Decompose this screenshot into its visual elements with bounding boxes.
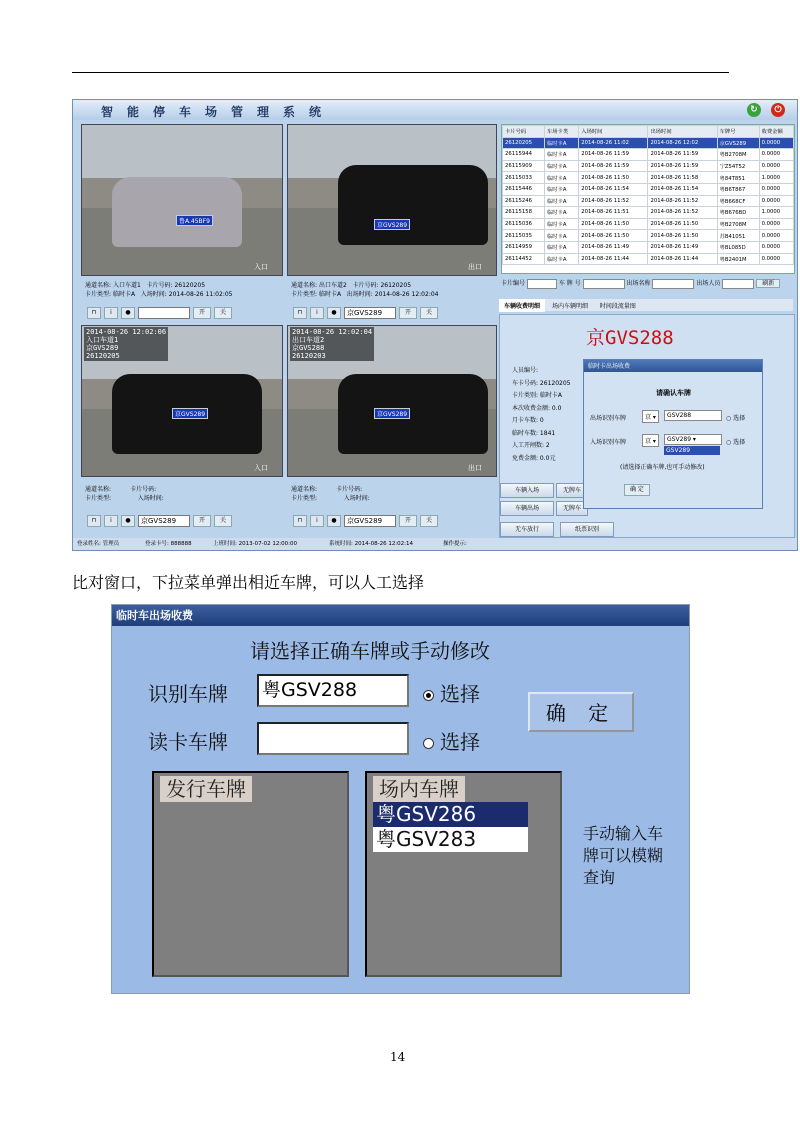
camera-overlay-text: 2014-08-26 12:02:04 出口车道2 京GVS288 26120203	[292, 328, 373, 360]
table-row[interactable]	[503, 149, 794, 161]
table-cell: 临时卡A	[544, 137, 578, 149]
lane-controls-2	[293, 307, 438, 318]
table-cell: 粤B2708M	[717, 218, 759, 230]
vehicle-entry-button[interactable]: 车辆入场	[500, 483, 554, 498]
table-cell: 26115944	[503, 149, 545, 161]
status-shift-time: 上班时间: 2013-07-02 12:00:00	[213, 541, 298, 547]
dialog-title: 临时卡出场收费	[584, 360, 762, 372]
lane-controls-4	[293, 515, 438, 526]
table-cell: 2014-08-26 11:02	[579, 137, 648, 149]
page-number: 14	[390, 1050, 406, 1064]
radio-unselected-icon	[423, 738, 434, 749]
dropdown-option[interactable]: GSV289	[664, 446, 720, 455]
confirm-plate-dialog	[583, 359, 763, 509]
table-cell: 2014-08-26 11:59	[579, 160, 648, 172]
table-header-row: 卡片号码 车场卡类 入场时间 出场时间 车牌号 收费金额	[503, 126, 794, 138]
no-plate-exit-button[interactable]: 无牌车	[556, 501, 588, 516]
table-cell: 2014-08-26 11:50	[648, 218, 717, 230]
exit-plate-input[interactable]: GSV288	[664, 410, 722, 421]
table-cell: 0.0000	[759, 137, 793, 149]
dialog2-title: 临时车出场收费	[112, 605, 689, 626]
table-cell: 2014-08-26 11:59	[579, 149, 648, 161]
table-cell: 1.0000	[759, 207, 793, 219]
table-cell: 2014-08-26 11:54	[579, 183, 648, 195]
table-cell: 临时卡A	[544, 253, 578, 265]
no-plate-entry-button[interactable]: 无牌车	[556, 483, 588, 498]
plate-overlay: 京GVS289	[172, 408, 208, 419]
table-cell: 0.0000	[759, 241, 793, 253]
table-row[interactable]	[503, 183, 794, 195]
table-row[interactable]	[503, 218, 794, 230]
dialog2-heading: 请选择正确车牌或手动修改	[250, 639, 490, 663]
lane-controls-1	[87, 307, 232, 318]
table-row[interactable]	[503, 253, 794, 265]
tab-traffic-chart[interactable]: 时间段流量图	[599, 303, 636, 310]
refresh-button[interactable]: 刷新	[756, 279, 780, 288]
barrier-icon[interactable]: ⊓	[87, 515, 101, 527]
status-bar	[73, 538, 797, 550]
table-row[interactable]	[503, 230, 794, 242]
camera-exit-2	[287, 124, 497, 276]
camera-icon[interactable]: ●	[327, 307, 341, 319]
header-rule	[72, 72, 729, 73]
camera-icon[interactable]: ●	[327, 515, 341, 527]
close-gate-button[interactable]: 关	[214, 515, 232, 527]
table-cell: 临时卡A	[544, 207, 578, 219]
barrier-icon[interactable]: ⊓	[293, 307, 307, 319]
table-row[interactable]	[503, 241, 794, 253]
camera-exit-snapshot	[287, 325, 497, 477]
table-cell: 2014-08-26 11:50	[579, 172, 648, 184]
table-row[interactable]	[503, 172, 794, 184]
camera-entry-snapshot	[81, 325, 283, 477]
table-cell: 粤B2708M	[717, 149, 759, 161]
table-cell: 0.0000	[759, 253, 793, 265]
table-cell: 26114959	[503, 241, 545, 253]
plate-input[interactable]	[583, 279, 625, 289]
dialog-ok-button[interactable]: 确 定	[624, 484, 650, 496]
car-image	[338, 374, 488, 454]
table-cell: 粤B6T867	[717, 183, 759, 195]
lane-info-4: 通道名称: 卡片号码: 卡片类型: 入场时间:	[291, 486, 370, 502]
lane-info-3: 通道名称: 卡片号码: 卡片类型: 入场时间:	[85, 486, 164, 502]
dialog-hint: (请选择正确车牌,也可手动修改)	[620, 464, 705, 471]
exit-select-radio[interactable]: ○ 选择	[726, 415, 746, 422]
close-gate-button[interactable]: 关	[420, 307, 438, 319]
car-image	[112, 177, 242, 247]
app-title: 智能停车场管理系统	[101, 105, 336, 119]
table-cell: 26115246	[503, 195, 545, 207]
table-cell: 2014-08-26 11:49	[579, 241, 648, 253]
parking-system-window	[72, 99, 798, 551]
open-gate-button[interactable]: 开	[193, 307, 211, 319]
recognized-plate-input[interactable]: 粤GSV288	[257, 674, 409, 707]
camera-label: 入口	[254, 263, 268, 271]
tab-bar	[499, 299, 793, 311]
table-cell: 临时卡A	[544, 218, 578, 230]
tab-fee-detail[interactable]: 车辆收费明细	[499, 299, 545, 312]
table-cell: 0.0000	[759, 160, 793, 172]
table-cell: 0.0000	[759, 230, 793, 242]
table-cell: 宁Z54T52	[717, 160, 759, 172]
open-gate-button[interactable]: 开	[193, 515, 211, 527]
table-cell: 临时卡A	[544, 160, 578, 172]
radio-selected-icon	[423, 690, 434, 701]
camera-icon[interactable]: ●	[121, 307, 135, 319]
plate-overlay: 鲁A.45BF9	[176, 215, 213, 226]
table-cell: 2014-08-26 11:54	[648, 183, 717, 195]
table-cell: 临时卡A	[544, 183, 578, 195]
table-row[interactable]	[503, 195, 794, 207]
plate-overlay: 京GVS289	[374, 219, 410, 230]
records-table	[501, 124, 795, 274]
car-image	[338, 165, 488, 245]
table-cell: 2014-08-26 11:58	[648, 172, 717, 184]
camera-label: 出口	[468, 263, 482, 271]
status-user: 登录姓名: 管理员	[77, 541, 120, 547]
camera-icon[interactable]: ●	[121, 515, 135, 527]
open-gate-button[interactable]: 开	[399, 307, 417, 319]
table-cell: 苏B41051	[717, 230, 759, 242]
in-lot-plates-header: 场内车牌	[373, 776, 465, 802]
recognized-select-radio[interactable]: 选择	[423, 678, 480, 707]
camera-entry-1	[81, 124, 283, 276]
issued-plates-list[interactable]	[152, 771, 349, 977]
fuzzy-search-note: 手动输入车牌可以模糊查询	[583, 824, 664, 887]
exit-province-select[interactable]: 京 ▾	[642, 410, 659, 423]
plate-field[interactable]: 京GVS289	[138, 515, 190, 527]
table-cell: 2014-08-26 11:50	[579, 218, 648, 230]
table-cell: 26120205	[503, 137, 545, 149]
table-cell: 粤B668CF	[717, 195, 759, 207]
confirm-button[interactable]: 确 定	[528, 692, 634, 732]
camera-overlay-text: 2014-08-26 12:02:06 入口车道1 京GVS289 26120205	[86, 328, 167, 360]
table-cell: 26115033	[503, 172, 545, 184]
card-plate-label: 读卡车牌	[148, 730, 228, 754]
camera-label: 出口	[468, 464, 482, 472]
table-cell: 2014-08-26 11:50	[648, 230, 717, 242]
light-icon[interactable]: i	[104, 307, 118, 319]
table-cell: 2014-08-26 11:59	[648, 160, 717, 172]
person-input[interactable]	[722, 279, 754, 289]
lane-info-1: 通道名称: 入口车道1 卡片号码: 26120205 卡片类型: 临时卡A 入场时间: 2014-08-26 11:02:05	[85, 282, 233, 298]
table-cell: 2014-08-26 11:52	[648, 207, 717, 219]
entry-plate-combo[interactable]: GSV289 ▾	[664, 434, 722, 445]
power-icon[interactable]: ⏻	[771, 103, 785, 117]
table-row[interactable]	[503, 207, 794, 219]
lane-info-2: 通道名称: 出口车道2 卡片号码: 26120205 卡片类型: 临时卡A 出场时间: 2014-08-26 12:02:04	[291, 282, 439, 298]
table-cell: 26115158	[503, 207, 545, 219]
exit-plate-label: 出场识别车牌	[590, 415, 627, 422]
table-cell: 2014-08-26 11:59	[648, 149, 717, 161]
dialog-heading: 请确认车牌	[656, 389, 691, 397]
list-item[interactable]: 粤GSV283	[373, 827, 528, 852]
in-lot-plates-list[interactable]	[365, 771, 562, 977]
free-pass-button[interactable]: 无车放行	[500, 522, 554, 537]
table-cell: 2014-08-26 12:02	[648, 137, 717, 149]
table-cell: 2014-08-26 11:52	[648, 195, 717, 207]
status-card: 登录卡号: 888888	[145, 541, 192, 547]
entry-plate-label: 入场识别车牌	[590, 439, 627, 446]
table-cell: 26115446	[503, 183, 545, 195]
recognized-plate: 京GVS288	[586, 327, 674, 349]
status-system-time: 系统时间: 2014-08-26 12:02:14	[329, 541, 414, 547]
table-cell: 临时卡A	[544, 241, 578, 253]
recognized-plate-label: 识别车牌	[148, 682, 228, 706]
refresh-icon[interactable]: ↻	[747, 103, 761, 117]
plate-field[interactable]	[138, 307, 190, 319]
light-icon[interactable]: i	[104, 515, 118, 527]
table-cell: 粤84T851	[717, 172, 759, 184]
table-cell: 0.0000	[759, 149, 793, 161]
table-cell: 临时卡A	[544, 230, 578, 242]
filter-bar: 卡片编号 车 牌 号 出场名称 出场人员 刷新	[501, 278, 780, 289]
table-cell: 26114452	[503, 253, 545, 265]
table-cell: 0.0000	[759, 218, 793, 230]
paper-ticket-button[interactable]: 纸票识别	[560, 522, 614, 537]
table-cell: 粤B676BD	[717, 207, 759, 219]
tab-in-lot[interactable]: 场内车辆明细	[551, 303, 588, 310]
table-cell: 26115036	[503, 218, 545, 230]
entry-province-select[interactable]: 京 ▾	[642, 434, 659, 447]
camera-label: 入口	[254, 464, 268, 472]
plate-field[interactable]: 京GVS289	[344, 515, 396, 527]
card-plate-input[interactable]	[257, 722, 409, 755]
table-cell: 京GVS289	[717, 137, 759, 149]
table-cell: 临时卡A	[544, 195, 578, 207]
table-row[interactable]	[503, 160, 794, 172]
app-title-bar	[73, 100, 797, 120]
close-gate-button[interactable]: 关	[214, 307, 232, 319]
table-cell: 临时卡A	[544, 172, 578, 184]
exit-fee-dialog	[111, 604, 690, 994]
barrier-icon[interactable]: ⊓	[293, 515, 307, 527]
light-icon[interactable]: i	[310, 515, 324, 527]
table-cell: 2014-08-26 11:52	[579, 195, 648, 207]
card-select-radio[interactable]: 选择	[423, 726, 480, 755]
status-hint: 操作提示:	[443, 541, 467, 547]
detail-list: 人员编号: 车卡号码: 26120205 卡片类别: 临时卡A 本次收费金额: 0.0 月卡车数: 0 临时车数: 1841 人工开闸数: 2 免费金额: 0.0元	[512, 367, 571, 462]
table-cell: 2014-08-26 11:51	[579, 207, 648, 219]
table-cell: 26115909	[503, 160, 545, 172]
issued-plates-header: 发行车牌	[160, 776, 252, 802]
lane-controls-3	[87, 515, 232, 526]
table-cell: 26115035	[503, 230, 545, 242]
entry-select-radio[interactable]: ○ 选择	[726, 439, 746, 446]
lot-input[interactable]	[652, 279, 694, 289]
caption: 比对窗口，下拉菜单弹出相近车牌，可以人工选择	[72, 573, 425, 592]
vehicle-exit-button[interactable]: 车辆出场	[500, 501, 554, 516]
table-row[interactable]	[503, 137, 794, 149]
open-gate-button[interactable]: 开	[399, 515, 417, 527]
table-cell: 2014-08-26 11:50	[579, 230, 648, 242]
table-cell: 粤BL085D	[717, 241, 759, 253]
plate-field[interactable]: 京GVS289	[344, 307, 396, 319]
table-cell: 0.0000	[759, 195, 793, 207]
table-cell: 2014-08-26 11:49	[648, 241, 717, 253]
close-gate-button[interactable]: 关	[420, 515, 438, 527]
plate-overlay: 京GVS289	[374, 408, 410, 419]
table-cell: 粤B2401M	[717, 253, 759, 265]
table-cell: 2014-08-26 11:44	[579, 253, 648, 265]
barrier-icon[interactable]: ⊓	[87, 307, 101, 319]
table-cell: 临时卡A	[544, 149, 578, 161]
card-no-input[interactable]	[527, 279, 557, 289]
table-cell: 0.0000	[759, 183, 793, 195]
light-icon[interactable]: i	[310, 307, 324, 319]
list-item[interactable]: 粤GSV286	[373, 802, 528, 827]
table-cell: 2014-08-26 11:44	[648, 253, 717, 265]
table-cell: 1.0000	[759, 172, 793, 184]
